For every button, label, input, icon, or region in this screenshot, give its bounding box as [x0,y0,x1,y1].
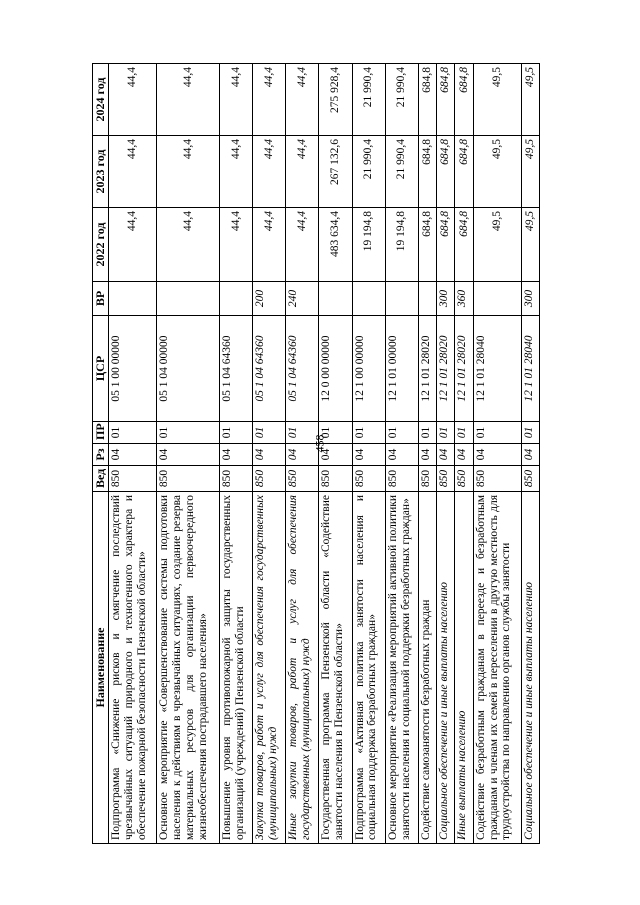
row-ved: 850 [418,466,436,492]
row-2023: 684,8 [437,136,455,208]
row-ved: 850 [455,466,473,492]
row-rz: 04 [455,444,473,466]
row-2024: 44,4 [286,64,319,136]
row-rz: 04 [253,444,286,466]
row-2022: 44,4 [109,208,157,282]
row-pr: 01 [253,422,286,444]
row-vr [473,282,521,316]
row-2022: 44,4 [220,208,253,282]
row-2023: 44,4 [286,136,319,208]
row-name: Содействие самозанятости безработных граждан [418,492,436,844]
header-name: Наименование [93,492,109,844]
row-2024: 684,8 [418,64,436,136]
table-row [418,64,436,844]
header-2023: 2023 год [93,136,109,208]
row-name: Закупка товаров, работ и услуг для обеспечения государственных (муниципальных) нужд [253,492,286,844]
table-row [352,64,385,844]
row-2023: 44,4 [220,136,253,208]
row-2023: 21 990,4 [352,136,385,208]
row-vr: 300 [521,282,539,316]
table-row [157,64,220,844]
rotated-table-wrapper [92,64,540,844]
row-name: Иные выплаты населению [455,492,473,844]
row-2023: 684,8 [455,136,473,208]
table-row [253,64,286,844]
row-ved: 850 [253,466,286,492]
row-2022: 684,8 [418,208,436,282]
table-row [319,64,352,844]
table-header-row [93,64,109,844]
row-2022: 684,8 [437,208,455,282]
row-ved: 850 [521,466,539,492]
header-2024: 2024 год [93,64,109,136]
row-pr: 01 [437,422,455,444]
row-vr [157,282,220,316]
row-vr [319,282,352,316]
table-body [109,64,540,844]
row-csr: 05 1 04 00000 [157,316,220,422]
header-ved: Вед [93,466,109,492]
budget-table [92,63,540,844]
row-2024: 44,4 [157,64,220,136]
row-ved: 850 [220,466,253,492]
row-rz: 04 [319,444,352,466]
table-row [437,64,455,844]
row-name: Государственная программа Пензенской области «Содействие занятости населения в Пензенской области» [319,492,352,844]
row-pr: 01 [157,422,220,444]
row-ved: 850 [157,466,220,492]
row-pr: 01 [286,422,319,444]
row-csr: 12 1 01 28020 [437,316,455,422]
row-2023: 44,4 [109,136,157,208]
row-2024: 44,4 [253,64,286,136]
row-2024: 44,4 [220,64,253,136]
row-2023: 684,8 [418,136,436,208]
row-ved: 850 [473,466,521,492]
row-2024: 275 928,4 [319,64,352,136]
header-2022: 2022 год [93,208,109,282]
row-2023: 49,5 [521,136,539,208]
table-row [473,64,521,844]
row-2023: 44,4 [253,136,286,208]
table-row [455,64,473,844]
row-csr: 05 1 00 00000 [109,316,157,422]
header-pr: ПР [93,422,109,444]
row-ved: 850 [286,466,319,492]
row-pr: 01 [319,422,352,444]
row-name: Подпрограмма «Активная политика занятости населения и социальная поддержка безработных граждан» [352,492,385,844]
row-name: Основное мероприятие «Реализация мероприятий активной политики занятости населения и социальной поддержки безработных граждан» [385,492,418,844]
row-vr: 360 [455,282,473,316]
row-ved: 850 [319,466,352,492]
row-rz: 04 [157,444,220,466]
row-2022: 49,5 [521,208,539,282]
row-csr: 12 1 01 28040 [521,316,539,422]
row-pr: 01 [473,422,521,444]
row-2022: 483 634,4 [319,208,352,282]
row-pr: 01 [385,422,418,444]
row-name: Подпрограмма «Снижение рисков и смягчение последствий чрезвычайных ситуаций природного и техногенного характера и обеспечение пожарной безопасности Пензенской области» [109,492,157,844]
row-pr: 01 [220,422,253,444]
row-2023: 49,5 [473,136,521,208]
row-vr [352,282,385,316]
table-row [521,64,539,844]
row-vr: 200 [253,282,286,316]
row-rz: 04 [437,444,455,466]
table-row [220,64,253,844]
header-rz: Рз [93,444,109,466]
row-vr [220,282,253,316]
row-name: Социальное обеспечение и иные выплаты населению [521,492,539,844]
row-2024: 21 990,4 [352,64,385,136]
row-name: Основное мероприятие «Совершенствование системы подготовки населения к действиям в чрезвычайных ситуациях, создание резерва материальных ресурсов для организации первоочередного жизнеобеспечения пострадавшего населения» [157,492,220,844]
row-pr: 01 [109,422,157,444]
row-rz: 04 [418,444,436,466]
row-csr: 12 1 01 28020 [418,316,436,422]
page-number: 458 [312,434,327,453]
row-pr: 01 [455,422,473,444]
row-vr [385,282,418,316]
row-2024: 21 990,4 [385,64,418,136]
row-name: Содействие безработным гражданам в переезде и безработным гражданам и членам их семей в переселении в другую местность для трудоустройства по направлению органов службы занятости [473,492,521,844]
row-name: Повышение уровня противопожарной защиты государственных организаций (учреждений) Пензенской области [220,492,253,844]
row-csr: 12 0 00 00000 [319,316,352,422]
row-pr: 01 [352,422,385,444]
row-rz: 04 [109,444,157,466]
row-2022: 44,4 [286,208,319,282]
row-ved: 850 [352,466,385,492]
row-2022: 44,4 [253,208,286,282]
row-vr [418,282,436,316]
row-rz: 04 [352,444,385,466]
row-2022: 19 194,8 [352,208,385,282]
row-2022: 19 194,8 [385,208,418,282]
row-rz: 04 [286,444,319,466]
row-csr: 12 1 01 00000 [385,316,418,422]
row-csr: 12 1 01 28040 [473,316,521,422]
table-row [109,64,157,844]
row-vr: 300 [437,282,455,316]
row-rz: 04 [473,444,521,466]
row-csr: 12 1 01 28020 [455,316,473,422]
row-csr: 05 1 04 64360 [286,316,319,422]
row-2023: 267 132,6 [319,136,352,208]
row-name: Иные закупки товаров, работ и услуг для обеспечения государственных (муниципальных) нужд [286,492,319,844]
row-2024: 49,5 [473,64,521,136]
header-vr: ВР [93,282,109,316]
row-ved: 850 [385,466,418,492]
row-csr: 12 1 00 00000 [352,316,385,422]
row-ved: 850 [109,466,157,492]
row-pr: 01 [418,422,436,444]
table-row [286,64,319,844]
row-vr: 240 [286,282,319,316]
header-csr: ЦСР [93,316,109,422]
row-ved: 850 [437,466,455,492]
row-2024: 44,4 [109,64,157,136]
row-2024: 684,8 [437,64,455,136]
row-vr [109,282,157,316]
row-rz: 04 [385,444,418,466]
row-csr: 05 1 04 64360 [220,316,253,422]
row-rz: 04 [220,444,253,466]
row-2023: 44,4 [157,136,220,208]
row-2022: 49,5 [473,208,521,282]
row-pr: 01 [521,422,539,444]
row-2022: 684,8 [455,208,473,282]
row-2024: 684,8 [455,64,473,136]
table-row [385,64,418,844]
row-csr: 05 1 04 64360 [253,316,286,422]
row-2023: 21 990,4 [385,136,418,208]
row-2022: 44,4 [157,208,220,282]
row-2024: 49,5 [521,64,539,136]
row-rz: 04 [521,444,539,466]
row-name: Социальное обеспечение и иные выплаты населению [437,492,455,844]
